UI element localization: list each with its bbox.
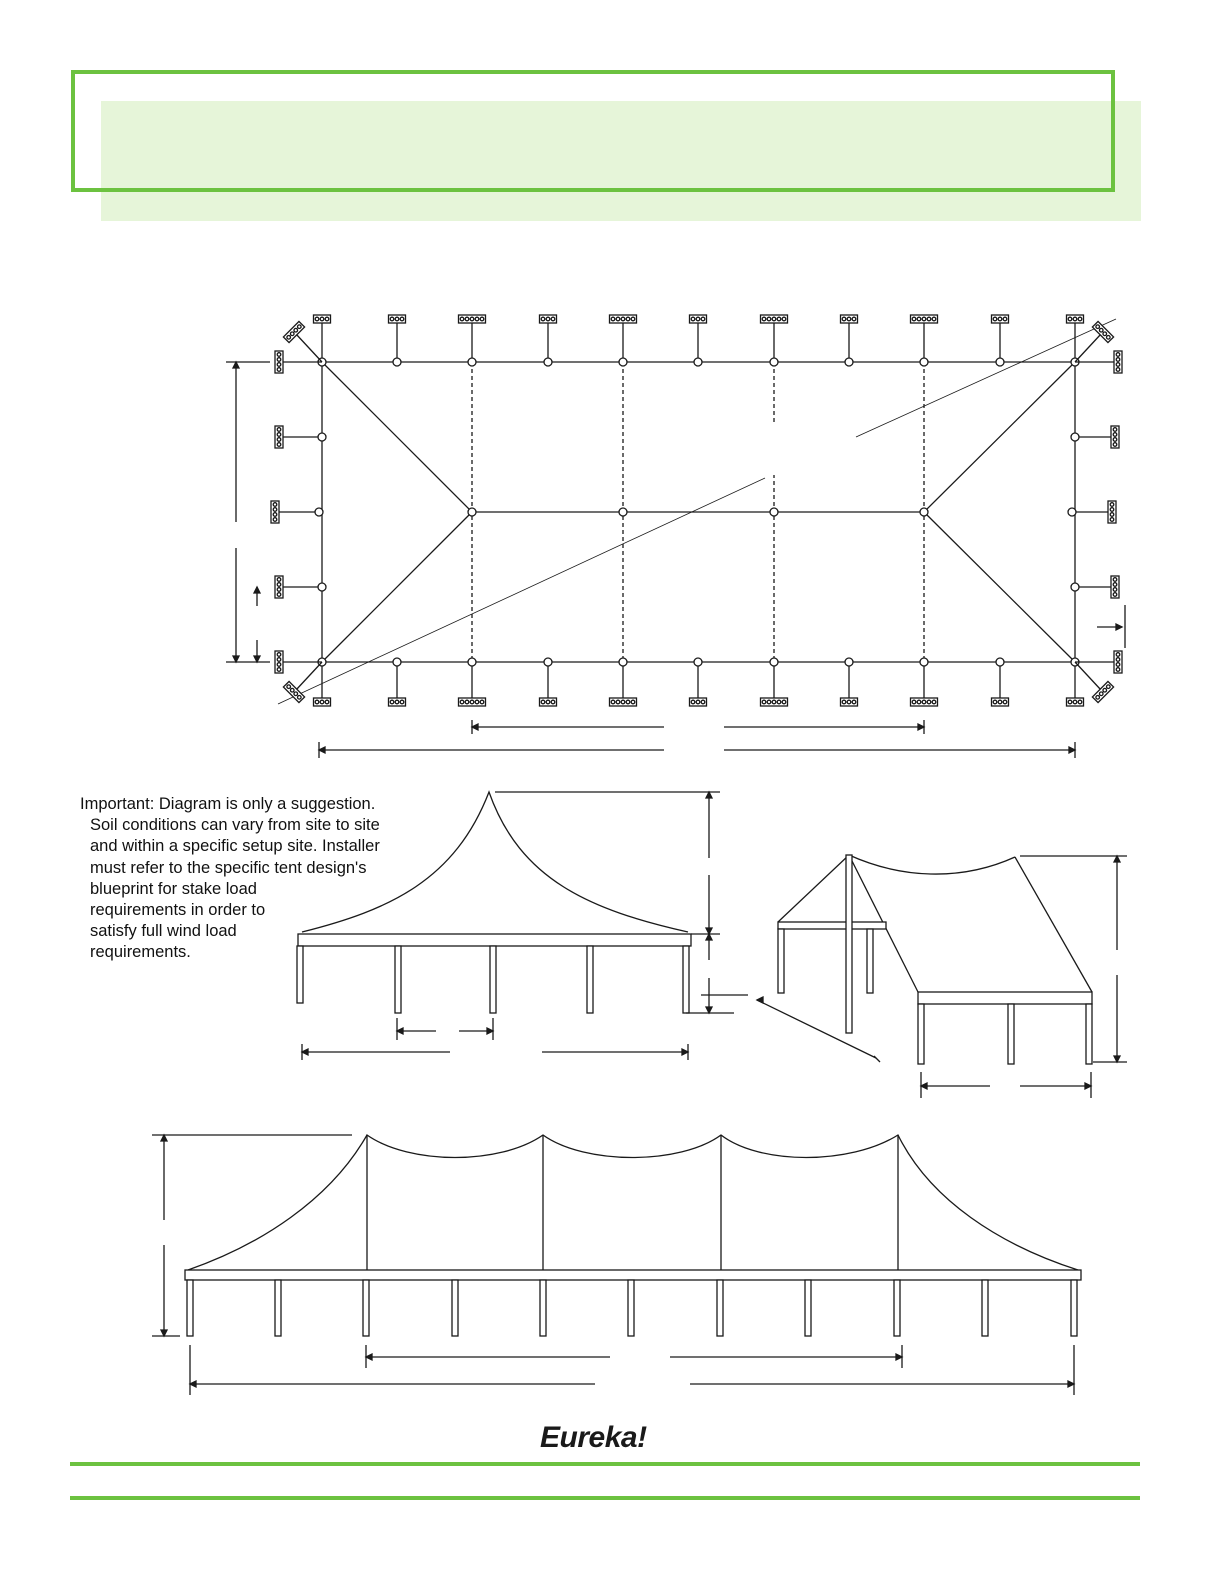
pole-icon [996,358,1004,366]
stake-box [610,315,637,323]
stake-icon [275,576,283,598]
pole-icon [770,508,778,516]
pole-icon [619,508,627,516]
note-line: requirements. [90,943,191,962]
stake-box [459,315,486,323]
arrow-head [190,1381,196,1387]
stake-box [1111,426,1119,448]
pole-icon [540,1280,546,1336]
pole-icon [490,946,496,1013]
arrow-head [706,934,712,940]
pole-icon [845,658,853,666]
stake-icon [389,315,406,323]
arrow-head [1114,856,1120,862]
side-elevation [152,1135,1081,1395]
pole-icon [867,929,873,993]
note-line: blueprint for stake load [90,879,257,898]
eave-beam [185,1270,1081,1280]
side-beam [778,922,886,929]
center-pole [846,855,852,1033]
stake-icon [459,698,486,706]
stake-icon [1067,698,1084,706]
stake-box [1067,698,1084,706]
footer-rule-bottom [70,1496,1140,1500]
stake-box [841,698,858,706]
stake-icon [459,315,486,323]
pole-icon [1008,1004,1014,1064]
pole-icon [894,1280,900,1336]
arrow-head [1116,624,1122,630]
pole-icon [920,658,928,666]
label-gap [765,425,855,475]
stake-box [1108,501,1116,523]
stake-icon [540,698,557,706]
pole-icon [452,1280,458,1336]
stake-icon [761,698,788,706]
stake-icon [1114,351,1122,373]
stake-icon [911,315,938,323]
pole-icon [619,658,627,666]
stake-box [1114,351,1122,373]
plan-view [226,315,1125,758]
arrow-head [254,587,260,593]
pole-icon [275,1280,281,1336]
stake-box [1114,651,1122,673]
pole-icon [770,658,778,666]
note-line: and within a specific setup site. Installer [90,837,380,856]
guy-line [296,334,322,362]
arrow-head [233,362,239,368]
arrow-head [1069,747,1075,753]
arrow-head [896,1354,902,1360]
stake-box [271,501,279,523]
pole-icon [468,508,476,516]
stake-box [389,698,406,706]
arrow-head [233,656,239,662]
arrow-head [1085,1083,1091,1089]
pole-icon [982,1280,988,1336]
stake-box [610,698,637,706]
stake-box [275,351,283,373]
arrow-head [921,1083,927,1089]
pole-icon [1086,1004,1092,1064]
pole-icon [694,358,702,366]
arrow-head [1068,1381,1074,1387]
pole-icon [683,946,689,1013]
hip-line [924,512,1075,662]
arrow-head [706,1007,712,1013]
stake-box [1111,576,1119,598]
stake-box [459,698,486,706]
arrow-head [706,792,712,798]
pole-icon [393,658,401,666]
pole-icon [363,1280,369,1336]
pole-icon [619,358,627,366]
stake-box [314,698,331,706]
pole-icon [544,358,552,366]
stake-box [275,576,283,598]
arrow-head [918,724,924,730]
arrow-head [1114,1056,1120,1062]
pole-icon [628,1280,634,1336]
arrow-head [757,997,763,1003]
stake-box [540,698,557,706]
pole-icon [770,358,778,366]
stake-icon [275,351,283,373]
stake-box [992,315,1009,323]
arrow-head [682,1049,688,1055]
stake-box [389,315,406,323]
note-line: must refer to the specific tent design's [90,858,367,877]
pole-icon [845,358,853,366]
note-line: satisfy full wind load [90,922,237,941]
stake-icon [1111,576,1119,598]
stake-icon [389,698,406,706]
stake-box [841,315,858,323]
stake-box [275,426,283,448]
pole-icon [778,929,784,993]
pole-icon [318,583,326,591]
arrow-head [302,1049,308,1055]
pole-icon [315,508,323,516]
stake-box [761,315,788,323]
stake-icon [275,651,283,673]
arrow-head [161,1330,167,1336]
stake-box [275,651,283,673]
stake-icon [841,315,858,323]
note-line: Important: Diagram is only a suggestion. [80,795,376,813]
stake-icon [271,501,279,523]
pole-icon [717,1280,723,1336]
stake-icon [314,315,331,323]
arrow-head [472,724,478,730]
leader-line [874,1056,880,1062]
pole-icon [587,946,593,1013]
pole-icon [544,658,552,666]
stake-box [314,315,331,323]
stake-icon [275,426,283,448]
arrow-head [319,747,325,753]
logo-text: Eureka! [540,1421,647,1454]
stake-icon [690,315,707,323]
stake-icon [992,698,1009,706]
leader-line [757,1000,876,1058]
pole-icon [187,1280,193,1336]
hip-line [322,362,472,512]
stake-box [690,315,707,323]
pole-icon [1071,583,1079,591]
note-line: requirements in order to [90,901,266,920]
perspective-view [757,855,1127,1098]
pole-icon [318,433,326,441]
stake-icon [992,315,1009,323]
arrow-head [487,1028,493,1034]
stake-icon [540,315,557,323]
stake-icon [690,698,707,706]
stake-box [911,315,938,323]
pole-icon [1068,508,1076,516]
pole-icon [805,1280,811,1336]
arrow-head [397,1028,403,1034]
stake-icon [314,698,331,706]
roof-profile [188,1135,1078,1270]
roof-edge [778,855,849,922]
ridge-curve [849,855,1015,874]
pole-icon [468,358,476,366]
stake-box [761,698,788,706]
arrow-head [366,1354,372,1360]
stake-icon [1114,651,1122,673]
stake-icon [610,315,637,323]
stake-box [911,698,938,706]
roof-edge [1015,857,1092,992]
stake-icon [911,698,938,706]
stake-icon [841,698,858,706]
pole-icon [694,658,702,666]
stake-icon [1111,426,1119,448]
hip-line [924,362,1075,512]
pole-icon [920,358,928,366]
stake-icon [761,315,788,323]
stake-icon [1108,501,1116,523]
stake-icon [610,698,637,706]
eureka-logo [540,1421,680,1461]
note-line: Soil conditions can vary from site to site [90,816,380,835]
pole-icon [1071,1280,1077,1336]
stake-box [690,698,707,706]
eave-beam [918,992,1092,1004]
pole-icon [996,658,1004,666]
arrow-head [254,656,260,662]
leader-line [856,319,1116,437]
pole-icon [393,358,401,366]
guy-line [1075,662,1101,690]
hip-line [322,512,472,662]
footer-rule-top [70,1462,1140,1466]
important-note [80,794,410,964]
pole-icon [468,658,476,666]
pole-icon [1071,433,1079,441]
stake-box [1067,315,1084,323]
pole-icon [918,1004,924,1064]
stake-box [540,315,557,323]
stake-icon [1067,315,1084,323]
pole-icon [920,508,928,516]
arrow-head [161,1135,167,1141]
guy-line [1075,334,1101,362]
stake-box [992,698,1009,706]
